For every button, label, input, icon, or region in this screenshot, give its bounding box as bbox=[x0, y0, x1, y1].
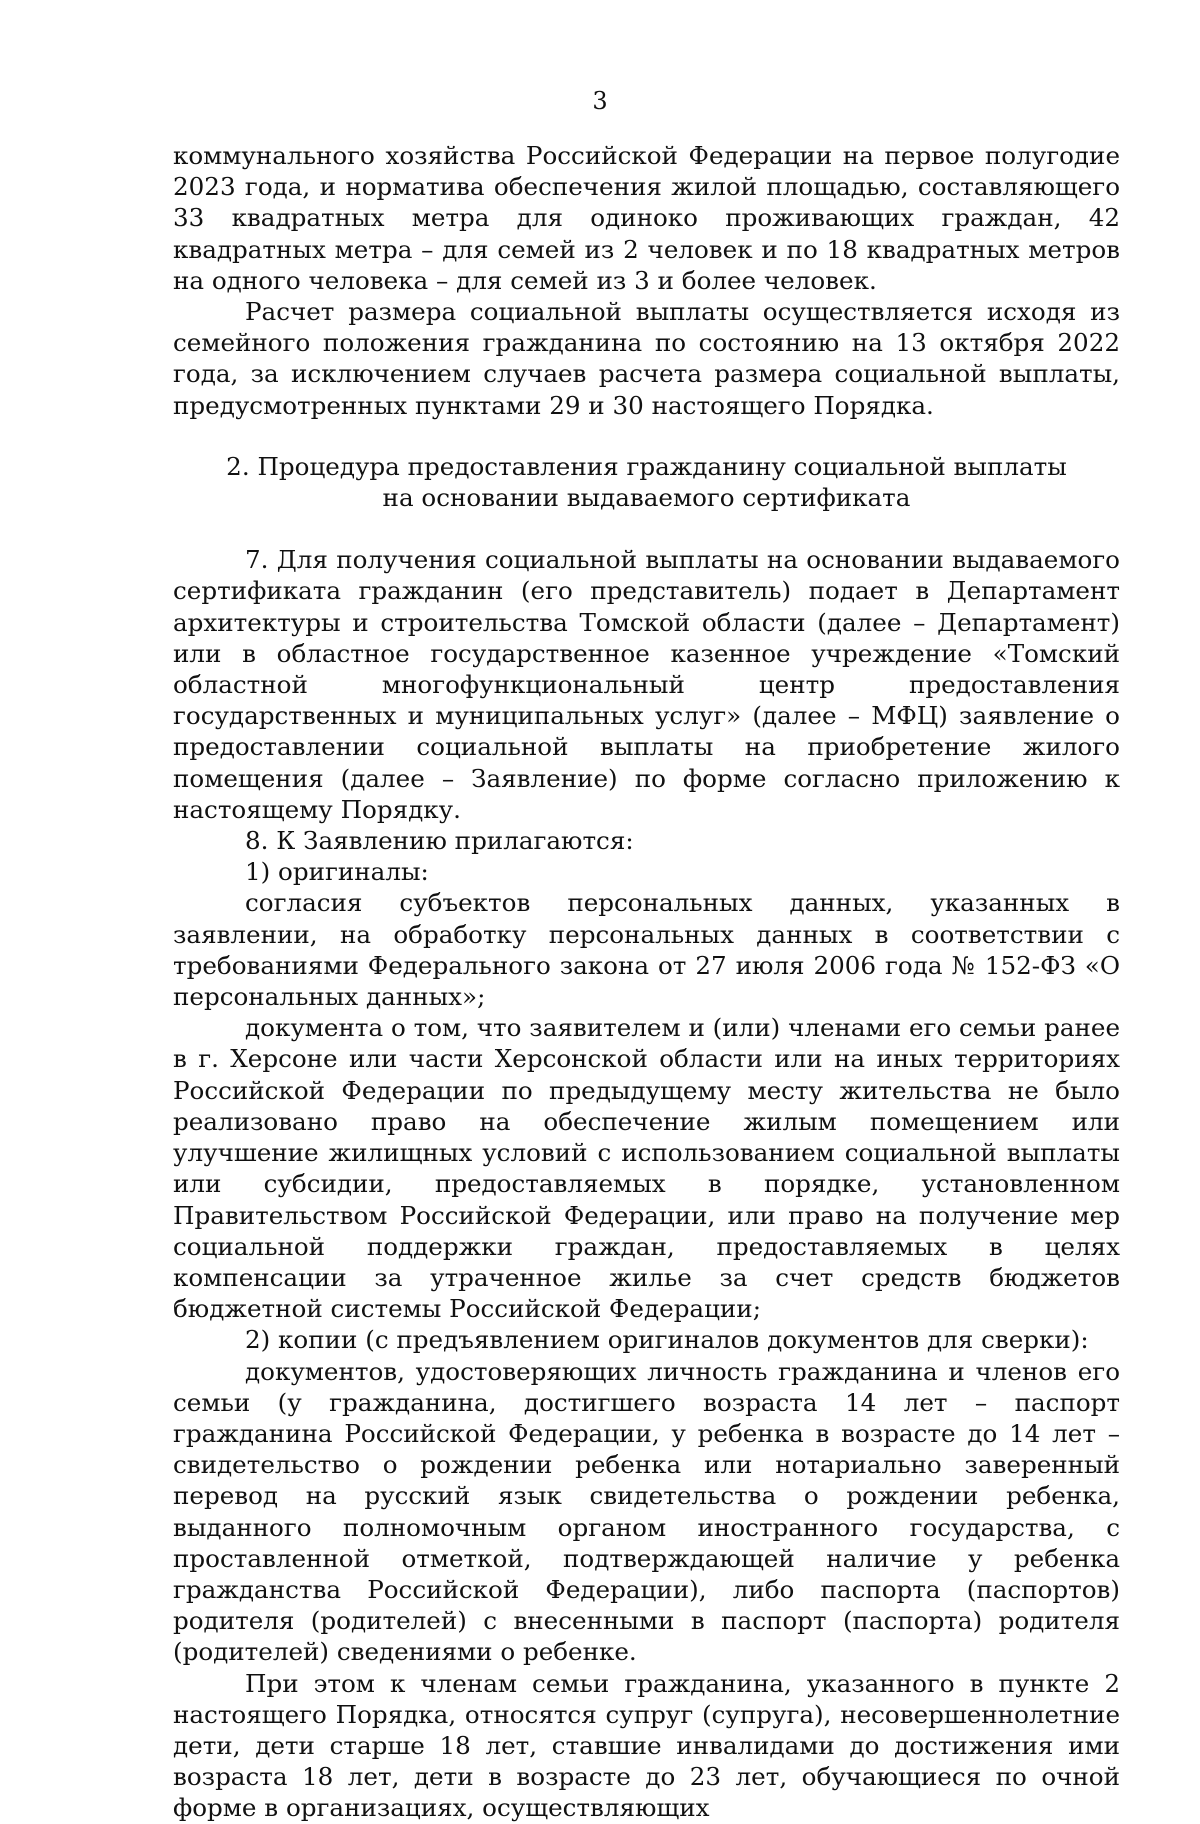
section-heading bbox=[173, 451, 1120, 513]
paragraph-calculation: Расчет размера социальной выплаты осуществляется исходя из семейного положения гражданина по состоянию на 13 октября 2022 года, за исключением случаев расчета размера социальной выплаты, предусмотренных пунктами 29 и 30 настоящего Порядка. bbox=[173, 297, 1120, 420]
paragraph-item-7: 7. Для получения социальной выплаты на основании выдаваемого сертификата гражданин (его представитель) подает в Департамент архитектуры и строительства Томской области (далее – Департамент) или в областное государственное казенное учреждение «Томский областной многофункциональный центр предоставления государственных и муниципальных услуг» (далее – МФЦ) заявление о предоставлении социальной выплаты на приобретение жилого помещения (далее – Заявление) по форме согласно приложению к настоящему Порядку. bbox=[173, 545, 1120, 824]
page-number: 3 bbox=[592, 87, 608, 115]
document-body bbox=[173, 140, 1120, 1824]
paragraph-copies: 2) копии (с предъявлением оригиналов документов для сверки): bbox=[245, 1325, 1089, 1355]
paragraph-originals: 1) оригиналы: bbox=[245, 857, 429, 887]
section-heading-line-2: на основании выдаваемого сертификата bbox=[382, 483, 911, 513]
paragraph-item-8: 8. К Заявлению прилагаются: bbox=[245, 826, 634, 856]
paragraph-document: документа о том, что заявителем и (или) членами его семьи ранее в г. Херсоне или части Херсонской области или на иных территориях Российской Федерации по предыдущему месту жительства не было реализовано право на обеспечение жилым помещением или улучшение жилищных условий с использованием социальной выплаты или субсидии, предоставляемых в порядке, установленном Правительством Российской Федерации, или право на получение мер социальной поддержки граждан, предоставляемых в целях компенсации за утраченное жилье за счет средств бюджетов бюджетной системы Российской Федерации; bbox=[173, 1013, 1120, 1324]
paragraph-family-members: При этом к членам семьи гражданина, указанного в пункте 2 настоящего Порядка, относятся супруг (супруга), несовершеннолетние дети, дети старше 18 лет, ставшие инвалидами до достижения ими возраста 18 лет, дети в возрасте до 23 лет, обучающиеся по очной форме в организациях, осуществляющих bbox=[173, 1668, 1120, 1823]
paragraph-continuation: коммунального хозяйства Российской Федерации на первое полугодие 2023 года, и норматива обеспечения жилой площадью, составляющего 33 квадратных метра для одиноко проживающих граждан, 42 квадратных метра – для семей из 2 человек и по 18 квадратных метров на одного человека – для семей из 3 и более человек. bbox=[173, 141, 1120, 295]
section-heading-line-1: 2. Процедура предоставления гражданину социальной выплаты bbox=[226, 451, 1067, 481]
paragraph-consents: согласия субъектов персональных данных, указанных в заявлении, на обработку персональных данных в соответствии с требованиями Федерального закона от 27 июля 2006 года № 152-ФЗ «О персональных данных»; bbox=[173, 888, 1120, 1012]
paragraph-identity-documents: документов, удостоверяющих личность гражданина и членов его семьи (у гражданина, достигшего возраста 14 лет – паспорт гражданина Российской Федерации, у ребенка в возрасте до 14 лет – свидетельство о рождении ребенка или нотариально заверенный перевод на русский язык свидетельства о рождении ребенка, выданного полномочным органом иностранного государства, с проставленной отметкой, подтверждающей наличие у ребенка гражданства Российской Федерации), либо паспорта (паспортов) родителя (родителей) с внесенными в паспорт (паспорта) родителя (родителей) сведениями о ребенке. bbox=[173, 1356, 1120, 1667]
